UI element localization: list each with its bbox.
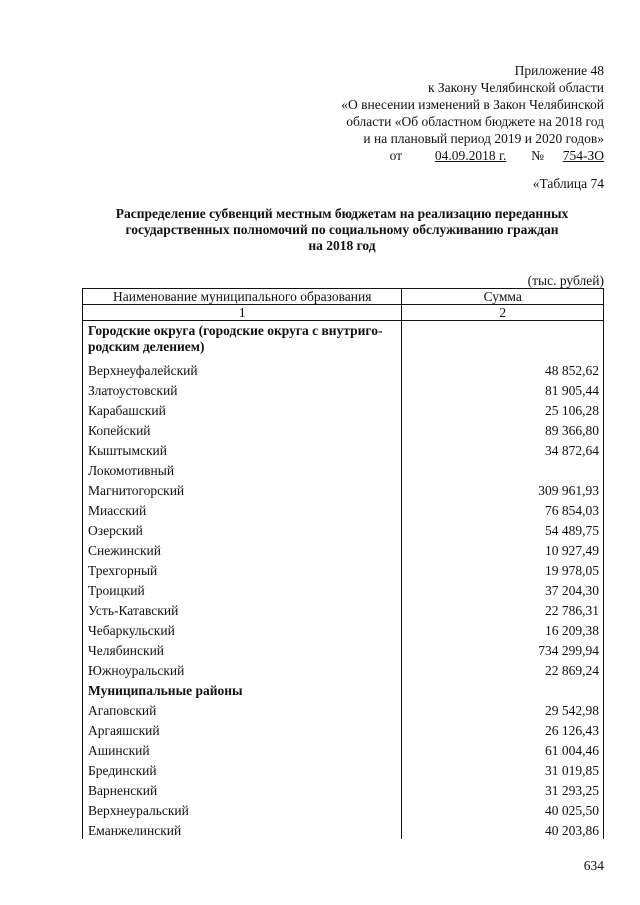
table-row	[83, 659, 604, 679]
appendix-amendment: «О внесении изменений в Закон Челябинской	[341, 97, 604, 112]
row-value: 22 869,24	[402, 659, 604, 679]
row-name: Верхнеуральский	[83, 799, 402, 819]
appendix-date-line	[341, 147, 604, 164]
table-row	[83, 699, 604, 719]
column-header-sum: Сумма	[402, 289, 604, 305]
appendix-title: Приложение 48	[514, 63, 604, 78]
row-value: 40 025,50	[402, 799, 604, 819]
section-value	[402, 679, 604, 699]
document-title	[92, 206, 592, 254]
section-label: Муниципальные районы	[83, 679, 402, 699]
appendix-period: и на плановый период 2019 и 2020 годов»	[363, 131, 604, 146]
row-name: Челябинский	[83, 639, 402, 659]
table-row	[83, 639, 604, 659]
table-row	[83, 479, 604, 499]
row-name: Локомотивный	[83, 459, 402, 479]
row-value: 81 905,44	[402, 379, 604, 399]
row-name: Златоустовский	[83, 379, 402, 399]
law-number: 754-ЗО	[562, 148, 604, 163]
table-row	[83, 379, 604, 399]
table-row	[83, 539, 604, 559]
table-row	[83, 819, 604, 839]
row-name: Аргаяшский	[83, 719, 402, 739]
title-line-3: на 2018 год	[308, 238, 376, 253]
column-number-1: 1	[83, 305, 402, 321]
table-header-row	[83, 289, 604, 305]
table-row	[83, 559, 604, 579]
row-name: Усть-Катавский	[83, 599, 402, 619]
row-name: Верхнеуфалейский	[83, 359, 402, 379]
row-value: 26 126,43	[402, 719, 604, 739]
section-label-line-2: родским делением)	[88, 339, 205, 354]
row-name: Снежинский	[83, 539, 402, 559]
row-value: 309 961,93	[402, 479, 604, 499]
row-name: Карабашский	[83, 399, 402, 419]
column-header-name: Наименование муниципального образования	[83, 289, 402, 305]
table-row	[83, 799, 604, 819]
row-name: Трехгорный	[83, 559, 402, 579]
table-row	[83, 499, 604, 519]
title-line-2: государственных полномочий по социальному обслуживанию граждан	[125, 222, 559, 237]
page-number: 634	[583, 858, 604, 873]
row-name: Озерский	[83, 519, 402, 539]
row-name: Брединский	[83, 759, 402, 779]
appendix-budget: области «Об областном бюджете на 2018 год	[346, 114, 604, 129]
title-line-1: Распределение субвенций местным бюджетам на реализацию переданных	[115, 206, 569, 221]
row-value: 89 366,80	[402, 419, 604, 439]
row-value: 10 927,49	[402, 539, 604, 559]
number-label: №	[531, 148, 544, 163]
row-value: 76 854,03	[402, 499, 604, 519]
row-value	[402, 459, 604, 479]
row-value: 22 786,31	[402, 599, 604, 619]
table-row	[83, 579, 604, 599]
ot-label: от	[389, 148, 403, 163]
row-value: 40 203,86	[402, 819, 604, 839]
section-value	[402, 321, 604, 360]
appendix-law: к Закону Челябинской области	[427, 80, 604, 95]
table-row	[83, 599, 604, 619]
table-row	[83, 419, 604, 439]
row-name: Еманжелинский	[83, 819, 402, 839]
table-reference: «Таблица 74	[532, 176, 604, 191]
table-number-row	[83, 305, 604, 321]
row-value: 31 019,85	[402, 759, 604, 779]
row-value: 61 004,46	[402, 739, 604, 759]
row-name: Копейский	[83, 419, 402, 439]
section-row-urban-districts	[83, 321, 604, 360]
row-value: 16 209,38	[402, 619, 604, 639]
section-label-line-1: Городские округа (городские округа с внутриго-	[88, 323, 383, 338]
row-value: 19 978,05	[402, 559, 604, 579]
section-row-municipal-districts	[83, 679, 604, 699]
table-row	[83, 779, 604, 799]
units-label: (тыс. рублей)	[527, 273, 604, 288]
row-value: 48 852,62	[402, 359, 604, 379]
row-name: Миасский	[83, 499, 402, 519]
row-name: Магнитогорский	[83, 479, 402, 499]
appendix-header	[341, 62, 604, 164]
row-name: Чебаркульский	[83, 619, 402, 639]
table-row	[83, 759, 604, 779]
table-row	[83, 739, 604, 759]
table-row	[83, 719, 604, 739]
row-name: Варненский	[83, 779, 402, 799]
table-row	[83, 359, 604, 379]
row-name: Троицкий	[83, 579, 402, 599]
table-row	[83, 459, 604, 479]
row-name: Агаповский	[83, 699, 402, 719]
row-value: 37 204,30	[402, 579, 604, 599]
row-value: 734 299,94	[402, 639, 604, 659]
table-row	[83, 619, 604, 639]
row-name: Южноуральский	[83, 659, 402, 679]
table-row	[83, 399, 604, 419]
table-row	[83, 439, 604, 459]
column-number-2: 2	[402, 305, 604, 321]
row-name: Ашинский	[83, 739, 402, 759]
row-value: 34 872,64	[402, 439, 604, 459]
row-value: 54 489,75	[402, 519, 604, 539]
row-value: 31 293,25	[402, 779, 604, 799]
row-value: 25 106,28	[402, 399, 604, 419]
table-row	[83, 519, 604, 539]
subvention-table	[82, 288, 604, 839]
law-date: 04.09.2018 г.	[434, 148, 507, 163]
row-name: Кыштымский	[83, 439, 402, 459]
row-value: 29 542,98	[402, 699, 604, 719]
section-label	[83, 321, 402, 360]
